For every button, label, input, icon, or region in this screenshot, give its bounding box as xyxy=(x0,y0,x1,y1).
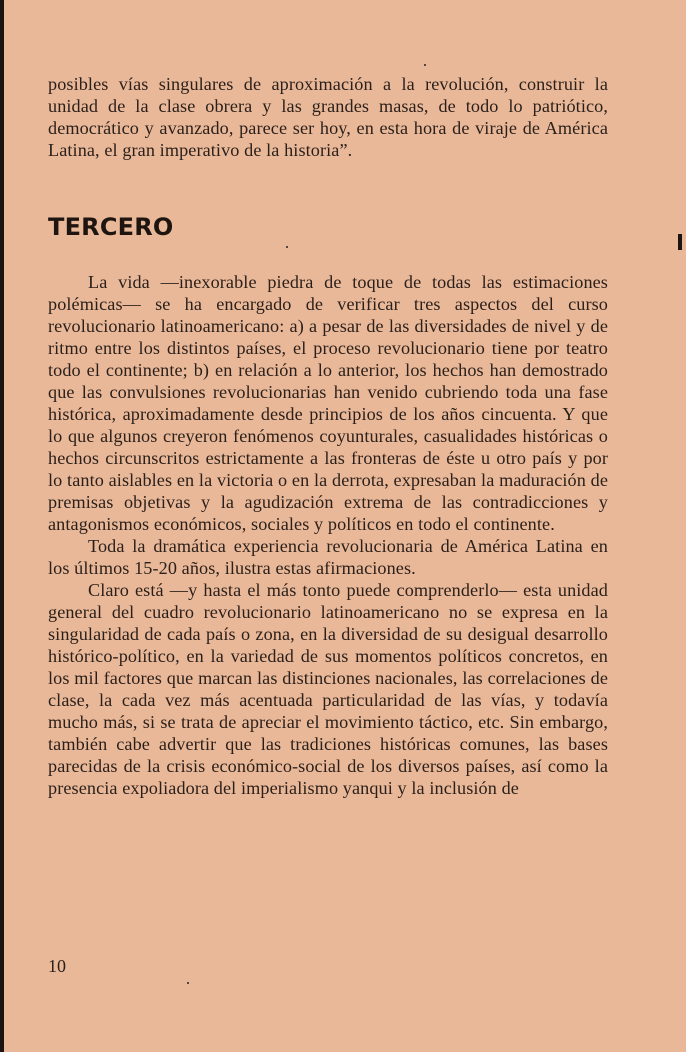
page-binding-edge xyxy=(0,0,4,1052)
page-content xyxy=(48,73,608,799)
page-number: 10 xyxy=(48,956,66,976)
body-paragraph: La vida —inexorable piedra de toque de todas las estimaciones polémicas— se ha encargado de verificar tres aspectos del curso revolucionario latinoamericano: a) a pesar de las diversidades de nivel y de ritmo entre los distintos países, el proceso revolucionario tiene por teatro todo el continente; b) en relación a lo anterior, los hechos han demostrado que las convulsiones revolucionarias han venido cubriendo toda una fase histórica, aproximadamente desde principios de los años cincuenta. Y que lo que algunos creyeron fenómenos coyunturales, casualidades históricas o hechos circunscritos estrictamente a las fronteras de éste u otro país y por lo tanto aislables en la victoria o en la derrota, expresaban la maduración de premisas objetivas y la agudización extrema de las contradicciones y antagonismos económicos, sociales y políticos en todo el continente. xyxy=(48,272,608,534)
body-paragraph: Claro está —y hasta el más tonto puede comprenderlo— esta unidad general del cuadro revolucionario latinoamericano no se expresa en la singularidad de cada país o zona, en la diversidad de su desigual desarrollo histórico-político, en la variedad de sus momentos políticos concretos, en los mil factores que marcan las distinciones nacionales, las correlaciones de clase, la cada vez más acentuada particularidad de las vías, y todavía mucho más, si se trata de apreciar el movimiento táctico, etc. Sin embargo, también cabe advertir que las tradiciones históricas comunes, las bases parecidas de la crisis económico-social de los diversos países, así como la presencia expoliadora del imperialismo yanqui y la inclusión de xyxy=(48,580,608,798)
scan-speck xyxy=(424,64,426,66)
section-heading: TERCERO xyxy=(48,213,174,241)
opening-paragraph: posibles vías singulares de aproximación a la revolución, construir la unidad de la clase obrera y las grandes masas, de todo lo patriótico, democrático y avanzado, parece ser hoy, en esta hora de viraje de América Latina, el gran imperativo de la historia”. xyxy=(48,74,608,160)
scan-speck xyxy=(187,982,189,984)
body-paragraph: Toda la dramática experiencia revolucionaria de América Latina en los últimos 15-20 años, ilustra estas afirmaciones. xyxy=(48,536,608,578)
scan-edge-mark xyxy=(678,234,682,250)
